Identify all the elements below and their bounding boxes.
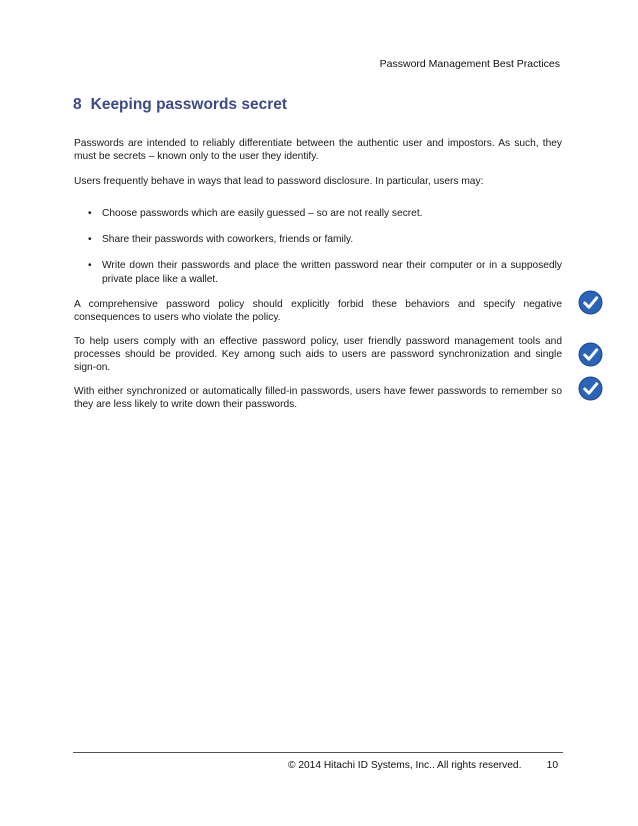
list-item	[88, 207, 562, 220]
running-header: Password Management Best Practices	[379, 58, 560, 70]
footer-divider	[73, 752, 563, 753]
behavior-list	[88, 207, 562, 299]
check-circle-icon	[578, 376, 603, 401]
behavior-paragraph: Users frequently behave in ways that lead to password disclosure. In particular, users may:	[74, 176, 484, 187]
section-heading	[73, 96, 287, 114]
page-number: 10	[546, 760, 558, 771]
intro-paragraph: Passwords are intended to reliably differentiate between the authentic user and impostors. As such, they must be secrets – known only to the user they identify.	[74, 138, 562, 163]
section-number: 8	[73, 96, 82, 113]
check-circle-icon	[578, 342, 603, 367]
bullet-glyph: •	[88, 234, 92, 246]
list-item	[88, 233, 562, 246]
list-item	[88, 259, 562, 285]
section-title: Keeping passwords secret	[90, 96, 288, 113]
list-item-text: Share their passwords with coworkers, friends or family.	[102, 234, 354, 246]
policy-paragraph: A comprehensive password policy should explicitly forbid these behaviors and specify negative consequences to users who violate the policy.	[74, 299, 562, 324]
tools-paragraph: To help users comply with an effective password policy, user friendly password management tools and processes should be provided. Key among such aids to users are password synchronization and single sign-on.	[74, 336, 562, 374]
sync-paragraph: With either synchronized or automatically filled-in passwords, users have fewer passwords to remember so they are less likely to write down their passwords.	[74, 386, 562, 411]
check-circle-icon	[578, 290, 603, 315]
bullet-glyph: •	[88, 260, 92, 272]
copyright-notice: © 2014 Hitachi ID Systems, Inc.. All rights reserved.	[288, 760, 522, 771]
list-item-text: Write down their passwords and place the written password near their computer or in a supposedly private place like a wallet.	[102, 260, 562, 285]
bullet-glyph: •	[88, 208, 92, 219]
list-item-text: Choose passwords which are easily guessed – so are not really secret.	[102, 208, 423, 219]
